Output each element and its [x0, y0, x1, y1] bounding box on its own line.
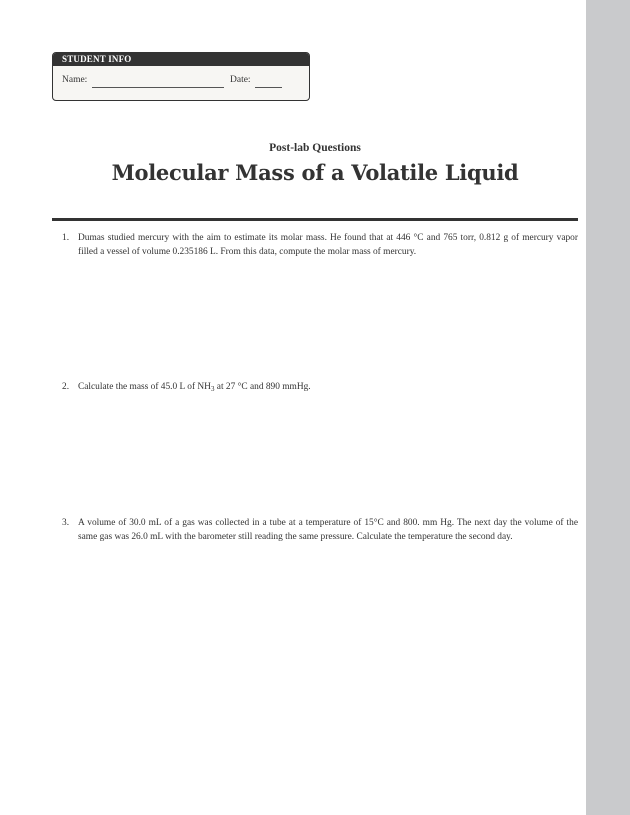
page-subtitle: Post-lab Questions — [269, 142, 361, 154]
question-number: 3. — [62, 518, 70, 528]
student-info-row — [53, 66, 309, 96]
date-field[interactable] — [255, 87, 282, 88]
question-2 — [62, 381, 578, 395]
title-divider — [52, 218, 578, 221]
name-field[interactable] — [92, 87, 224, 88]
name-label: Name: — [62, 75, 88, 85]
question-text: A volume of 30.0 mL of a gas was collected in a tube at a temperature of 15°C and 800. mm Hg. The next day the volume of the same gas was 26.0 mL with the barometer still reading the same pressure. Calculate the temperature the second day. — [78, 518, 578, 542]
question-number: 1. — [62, 233, 70, 243]
question-text-part: at 27 °C and 890 mmHg. — [214, 382, 311, 392]
question-1 — [62, 232, 578, 259]
subscript: 3 — [210, 385, 215, 393]
question-text-part: Calculate the mass of 45.0 L of NH — [78, 382, 211, 392]
side-bar — [586, 0, 630, 815]
question-text — [78, 381, 578, 395]
student-info-box — [52, 52, 310, 101]
question-3 — [62, 517, 578, 544]
question-text: Dumas studied mercury with the aim to estimate its molar mass. He found that at 446 °C and 765 torr, 0.812 g of mercury vapor filled a vessel of volume 0.235186 L. From this data, compute the molar mass of mercury. — [78, 233, 578, 257]
student-info-header: STUDENT INFO — [53, 53, 309, 66]
date-label: Date: — [230, 75, 251, 85]
page-title: Molecular Mass of a Volatile Liquid — [111, 160, 519, 185]
question-number: 2. — [62, 382, 70, 392]
